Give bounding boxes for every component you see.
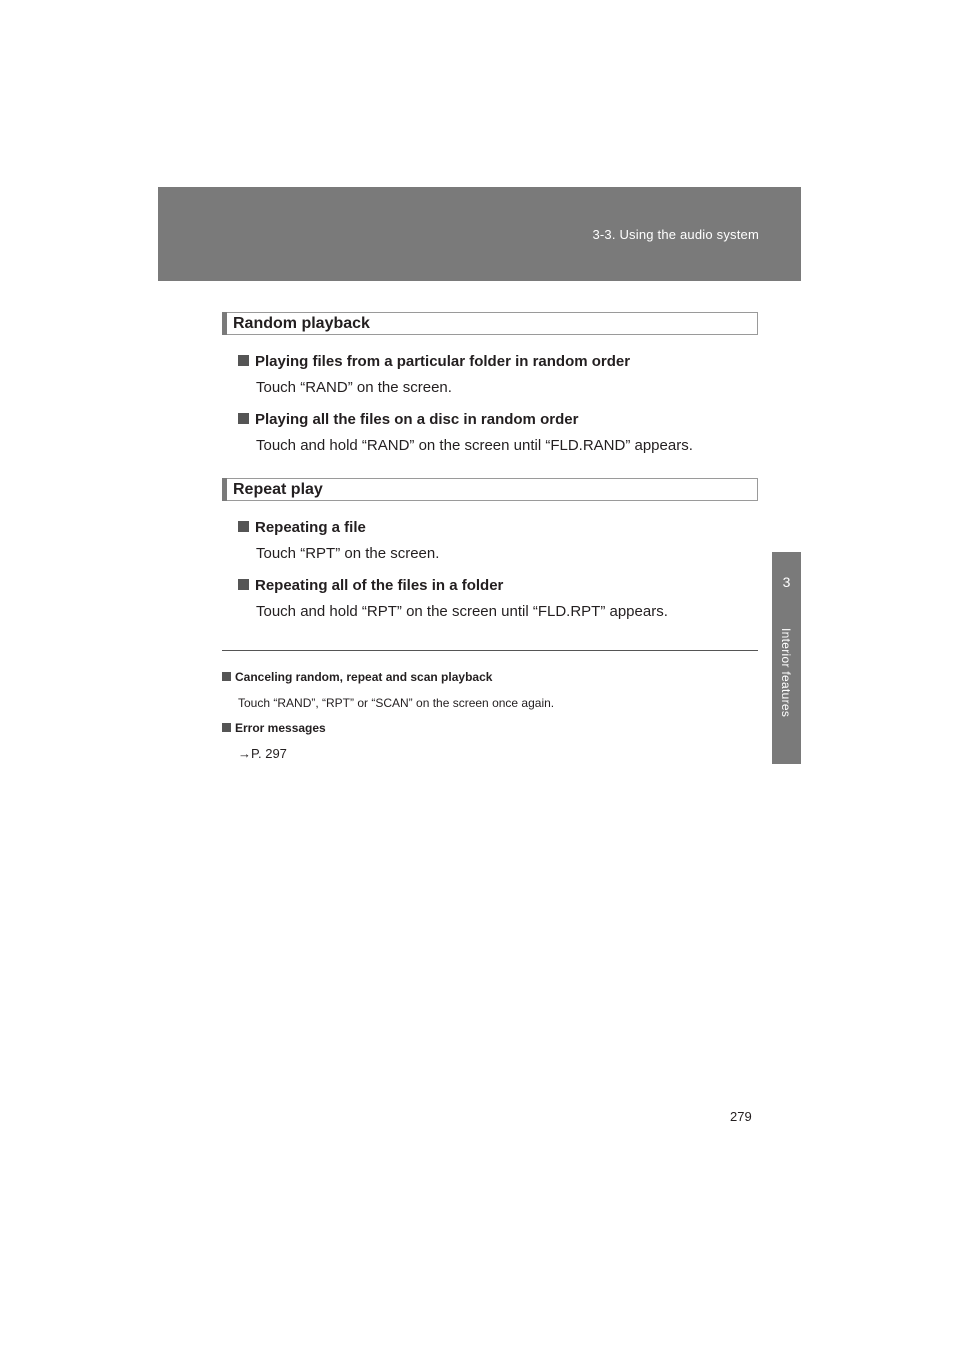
sub-heading-text: Repeating all of the files in a folder bbox=[255, 577, 504, 594]
heading-accent-bar bbox=[222, 478, 227, 501]
chapter-label: Interior features bbox=[779, 628, 793, 718]
square-bullet-icon bbox=[238, 413, 249, 424]
sub-heading bbox=[238, 577, 503, 594]
page-number: 279 bbox=[730, 1109, 752, 1124]
note-heading bbox=[222, 670, 492, 684]
sub-heading bbox=[238, 519, 366, 536]
sub-heading bbox=[238, 411, 578, 428]
heading-accent-bar bbox=[222, 312, 227, 335]
sub-heading-text: Playing all the files on a disc in random order bbox=[255, 411, 579, 428]
note-heading-text: Canceling random, repeat and scan playback bbox=[235, 670, 493, 684]
instruction-text: Touch and hold “RAND” on the screen until “FLD.RAND” appears. bbox=[256, 437, 693, 454]
section-heading-title: Random playback bbox=[233, 315, 370, 332]
page-reference-link[interactable]: →P. 297 bbox=[238, 746, 287, 761]
section-heading-random-playback bbox=[222, 312, 758, 335]
chapter-number: 3 bbox=[782, 574, 791, 590]
sub-heading-text: Playing files from a particular folder in random order bbox=[255, 353, 631, 370]
square-bullet-icon bbox=[222, 672, 231, 681]
section-heading-repeat-play bbox=[222, 478, 758, 501]
instruction-text: Touch and hold “RPT” on the screen until “FLD.RPT” appears. bbox=[256, 603, 668, 620]
sub-heading-text: Repeating a file bbox=[255, 519, 366, 536]
section-heading-title: Repeat play bbox=[233, 481, 323, 498]
note-heading-text: Error messages bbox=[235, 721, 326, 735]
divider-line bbox=[222, 650, 758, 651]
instruction-text: Touch “RPT” on the screen. bbox=[256, 545, 440, 562]
square-bullet-icon bbox=[222, 723, 231, 732]
chapter-header-band bbox=[158, 187, 801, 281]
sub-heading bbox=[238, 353, 630, 370]
square-bullet-icon bbox=[238, 521, 249, 532]
note-text: Touch “RAND”, “RPT” or “SCAN” on the screen once again. bbox=[238, 696, 555, 710]
note-heading bbox=[222, 721, 326, 735]
chapter-side-tab[interactable] bbox=[772, 552, 801, 764]
square-bullet-icon bbox=[238, 579, 249, 590]
instruction-text: Touch “RAND” on the screen. bbox=[256, 379, 452, 396]
square-bullet-icon bbox=[238, 355, 249, 366]
section-title: 3-3. Using the audio system bbox=[592, 227, 759, 242]
